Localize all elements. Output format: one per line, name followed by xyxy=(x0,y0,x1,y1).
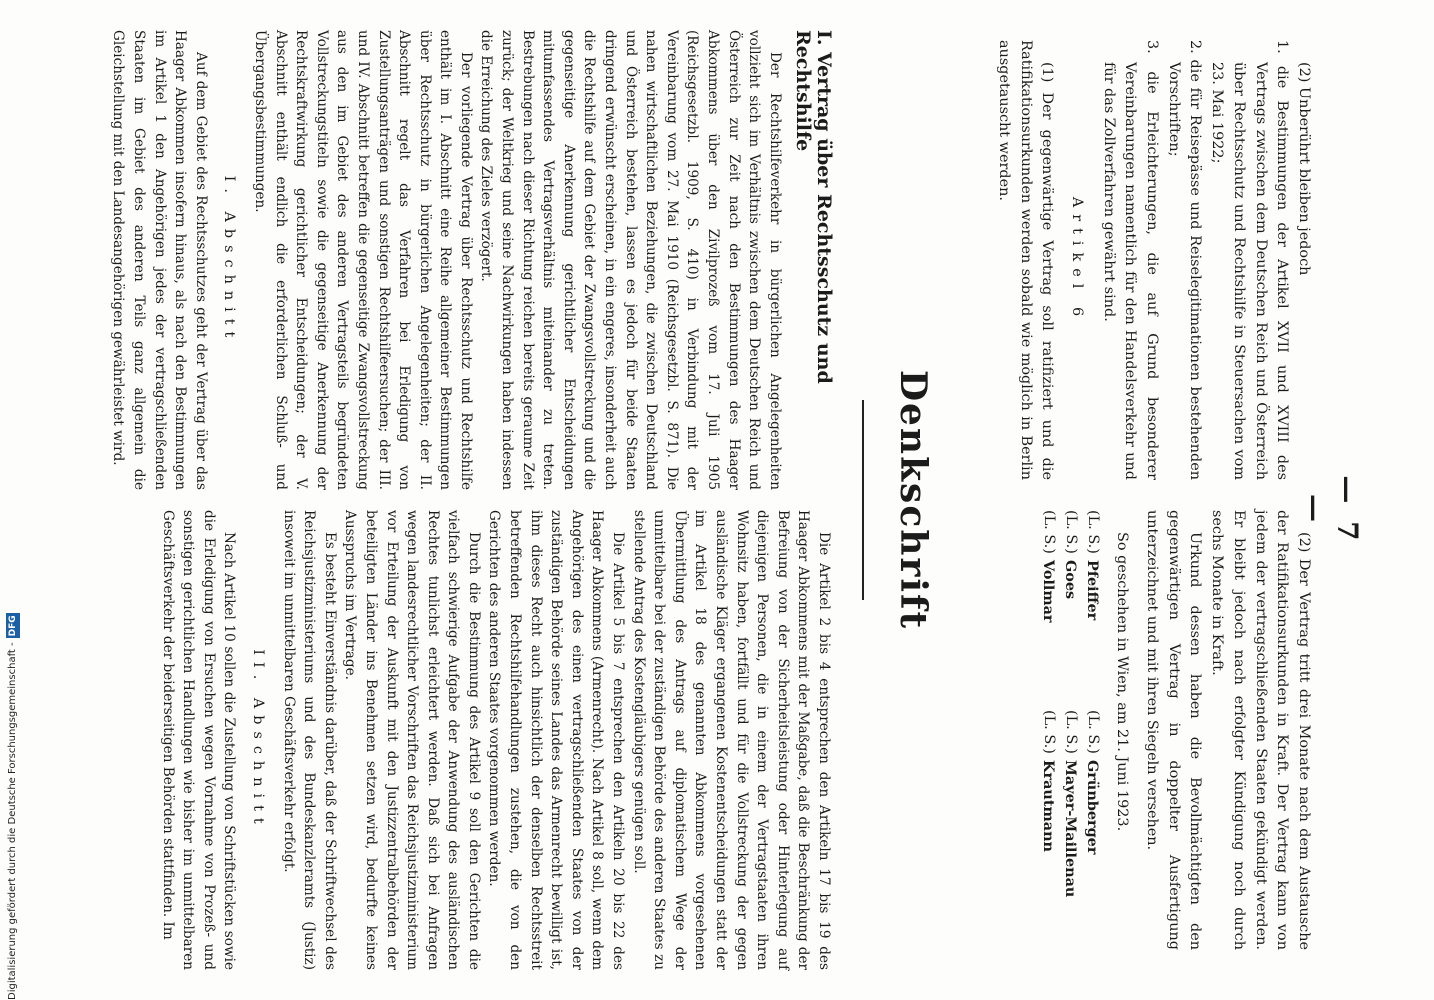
page-number: — 7 — xyxy=(1298,475,1364,545)
signature-row xyxy=(1038,510,1060,950)
section-subheading: II. Abschnitt xyxy=(249,649,266,831)
place-date: So geschehen in Wien, am 21. Juni 1923. xyxy=(1114,532,1131,832)
credit-text: Digitalisierung gefördert durch die Deutsche Forschungsgemeinschaft - xyxy=(7,642,18,1000)
seal-mark: (L. S.) xyxy=(1084,710,1101,754)
memo-right-column xyxy=(157,510,834,970)
attestation-paragraph: Urkund dessen haben die Bevollmächtigten den gegenwärtigen Vertrag in doppelter Ausfertigung unterzeichnet und mit ihren Siegeln versehen. xyxy=(1144,510,1204,950)
list-item: 1. die Bestimmungen der Artikel XVII und XVIII des Vertrags zwischen dem Deutschen Reich und Österreich über Rechtsschutz und Rechtshilfe in Steuersachen vom 23. Mai 1922; xyxy=(1209,40,1291,480)
seal-mark: (L. S.) xyxy=(1041,510,1058,554)
signatory-name: Krautmann xyxy=(1040,760,1058,853)
list-item: 3. die Erleichterungen, die auf Grund besonderer Vereinbarungen namentlich für den Handelsverkehr und für das Zollverfahren gewährt sind. xyxy=(1100,40,1161,480)
signatory-name: Pfeiffer xyxy=(1083,560,1101,621)
seal-mark: (L. S.) xyxy=(1041,710,1058,754)
seal-mark: (L. S.) xyxy=(1084,510,1101,554)
seal-mark: (L. S.) xyxy=(1062,510,1079,554)
signatory-name: Goes xyxy=(1061,560,1079,600)
paragraph: Die Artikel 5 bis 7 entsprechen den Artikeln 20 bis 22 des Haager Abkommens (Armenrecht). Nach Artikel 8 soll, wenn dem Angehörigen des einen vertragschließenden Staates von der zuständigen Behörde seines Landes das Armenrecht bewilligt ist, ihm dieses Recht auch hinsichtlich der denselben Rechtsstreit betreffenden Rechtshilfehandlungen zustehen, die von den Gerichten des anderen Staates vorgenommen werden. xyxy=(486,510,627,970)
signatory-name: Vollmar xyxy=(1040,560,1058,623)
seal-mark: (L. S.) xyxy=(1062,710,1079,754)
section-subheading: I. Abschnitt xyxy=(221,175,238,345)
signatory-name: Grünberger xyxy=(1083,760,1101,855)
list-item: 2. die für Reisepässe und Reiselegitimationen bestehenden Vorschriften; xyxy=(1165,40,1204,480)
digitization-credit xyxy=(6,0,20,1000)
section-title: I. Vertrag über Rechtsschutz und Rechtshilfe xyxy=(792,30,835,384)
paragraph: Durch die Bestimmung des Artikel 9 soll den Gerichten die vielfach schwierige Aufgabe der Anwendung des ausländischen Rechtes tunlichst erleichtert werden. Daß sich bei Anfragen wegen landesrechtlicher Vorschriften das Reichsjustizministerium vor Erteilung der Auskunft mit den Justizzentralbehörden der beteiligten Länder ins Benehmen setzen wird, bedurfte keines Ausspruchs im Vertrage. xyxy=(342,510,482,970)
article-text: (1) Der gegenwärtige Vertrag soll ratifiziert und die Ratifikationsurkunden werden sobald wie möglich in Berlin ausgetauscht werden. xyxy=(995,40,1056,480)
paragraph: Die Artikel 2 bis 4 entsprechen den Artikeln 17 bis 19 des Haager Abkommens mit der Maßgabe, daß die Beschränkung der Befreiung von der Sicherheitsleistung oder Hinterlegung auf diejenigen Personen, die in einem der Vertragstaaten ihren Wohnsitz haben, fortfällt und für die Vollstreckung der gegen ausländische Kläger ergangenen Kostenentscheidungen statt der im Artikel 18 des genannten Abkommens vorgesehenen Übermittlung des Antrags auf diplomatischem Wege der unmittelbare bei der zuständigen Behörde des anderen Staates zu stellende Antrag des Kostengläubigers genügen soll. xyxy=(630,510,832,970)
paragraph: Der vorliegende Vertrag über Rechtsschutz und Rechtshilfe enthält im I. Abschnitt eine Reihe allgemeiner Bestimmungen über Rechtsschutz in bürgerlichen Angelegenheiten; der II. Abschnitt regelt das Verfahren bei Erledigung von Zustellungsanträgen und sonstigen Rechtshilfeersuchen; der III. und IV. Abschnitt betreffen die gegenseitige Zwangsvollstreckung aus den im Gebiet des anderen Vertragsteils begründeten Vollstreckungstiteln sowie die gegenseitige Anerkennung der Rechtskraftwirkung gerichtlicher Entscheidungen; der V. Abschnitt enthält endlich die erforderlichen Schluß- und Übergangsbestimmungen. xyxy=(251,30,474,490)
treaty-entry-into-force: (2) Der Vertrag tritt drei Monate nach dem Austausche der Ratifikationsurkunden in Kraft. Der Vertrag kann von jedem der vertragschließenden Staaten gekündigt werden. Er bleibt jedoch nach erfolgter Kündigung noch durch sechs Monate in Kraft. xyxy=(1209,510,1312,950)
unberuehrt-intro: (2) Unberührt bleiben jedoch xyxy=(1296,62,1312,276)
document-title: Denkschrift xyxy=(892,369,934,631)
dfg-logo: DFG xyxy=(8,615,18,637)
signature-row xyxy=(1081,510,1103,950)
paragraph: Es besteht Einverständnis darüber, daß der Schriftwechsel des Reichsjustizministeriums und des Bundeskanzleramts (Justiz) insoweit im unmittelbaren Geschäftsverkehr erfolgt. xyxy=(280,510,338,970)
article-heading: Artikel 6 xyxy=(1068,196,1085,324)
top-left-column xyxy=(992,40,1314,480)
paragraph: Der Rechtshilfeverkehr in bürgerlichen Angelegenheiten vollzieht sich im Verhältnis zwischen dem Deutschen Reich und Österreich zur Zeit nach den Bestimmungen des Haager Abkommens über den Zivilprozeß vom 17. Juli 1905 (Reichsgesetzbl. 1909, S. 410) in Verbindung mit der Vereinbarung vom 27. Mai 1910 (Reichsgesetzbl. S. 871). Die nahen wirtschaftlichen Beziehungen, die zwischen Deutschland und Österreich bestehen, lassen es jedoch für beide Staaten dringend erwünscht erscheinen, in ein engeres, insonderheit auch die Rechtshilfe auf dem Gebiet der Zwangsvollstreckung und die gegenseitige Anerkennung gerichtlicher Entscheidungen mitumfassendes Vertragsverhältnis miteinander zu treten. Bestrebungen nach dieser Richtung reichen bereits geraume Zeit zurück; der Weltkrieg und seine Nachwirkungen haben indessen die Erreichung des Zieles verzögert. xyxy=(478,30,783,490)
memo-left-column xyxy=(108,30,834,490)
signature-row xyxy=(1059,510,1081,950)
signatory-name: Mayer-Maillenau xyxy=(1061,760,1079,898)
top-right-column xyxy=(1038,510,1314,950)
title-divider xyxy=(862,400,864,600)
paragraph: Nach Artikel 10 sollen die Zustellung von Schriftstücken sowie die Erledigung von Ersuchen wegen Vornahme von Prozeß- und sonstigen gerichtlichen Handlungen wie bisher im unmittelbaren Geschäftsverkehr der beiderseitigen Behörden stattfinden. Im xyxy=(159,510,238,970)
paragraph: Auf dem Gebiet des Rechtsschutzes geht der Vertrag über das Haager Abkommen insofern hinaus, als nach den Bestimmungen im Artikel 1 den Angehörigen jedes der vertragschließenden Staaten im Gebiet des anderen Teils ganz allgemein die Gleichstellung mit den Landesangehörigen gewährleistet wird. xyxy=(110,30,209,490)
